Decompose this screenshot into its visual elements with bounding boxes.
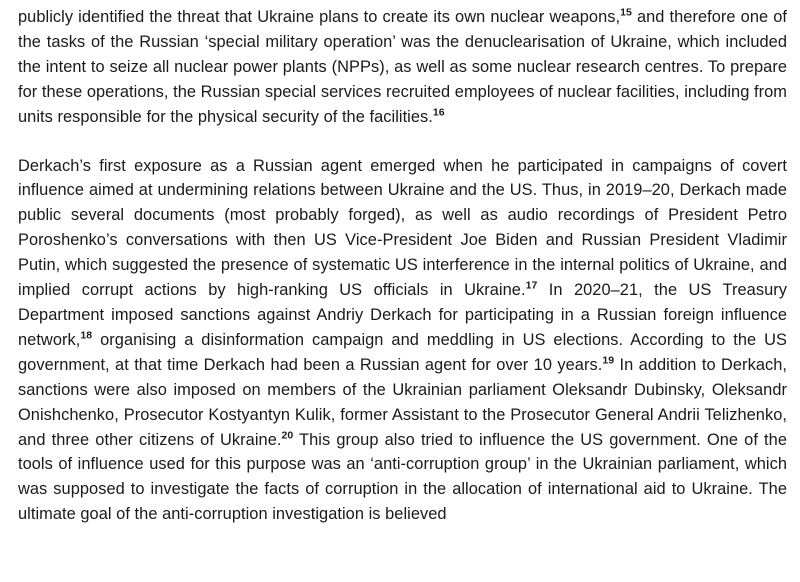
paragraph-text: publicly identified the threat that Ukraine plans to create its own nuclear weapons, [18, 8, 621, 26]
footnote-ref-17[interactable]: 17 [525, 279, 538, 292]
paragraph-derkach-exposure [18, 154, 787, 528]
footnote-ref-18[interactable]: 18 [80, 329, 93, 342]
footnote-ref-20[interactable]: 20 [281, 429, 294, 442]
paragraph-text: organising a disinformation campaign and meddling in US elections. According to the US government, at that time Derkach had been a Russian agent for over 10 years. [18, 330, 787, 374]
footnote-ref-15[interactable]: 15 [620, 6, 632, 19]
paragraph-text: In addition to Derkach, sanctions were also imposed on members of the Ukrainian parliament Oleksandr Dubinsky, Oleksandr Onishchenko, Prosecutor Kostyantyn Kulik, former Assistant to the Prosecutor General Andrii Telizhenko, and three other citizens of Ukraine. [18, 355, 787, 449]
footnote-ref-19[interactable]: 19 [602, 354, 615, 367]
paragraph-text: and therefore one of the tasks of the Russian ‘special military operation’ was the denuclearisation of Ukraine, which included the intent to seize all nuclear power plants (NPPs), as well as some nuclear research centres. To prepare for these operations, the Russian special services recruited employees of nuclear facilities, including from units responsible for the physical security of the facilities. [18, 8, 787, 126]
paragraph-text: This group also tried to influence the US government. One of the tools of influence used for this purpose was an ‘anti-corruption group’ in the Ukrainian parliament, which was supposed to investigate the facts of corruption in the allocation of international aid to Ukraine. The ultimate goal of the anti-corruption investigation is believed [18, 430, 787, 524]
paragraph-text: In 2020–21, the US Treasury Department imposed sanctions against Andriy Derkach for participating in a Russian foreign influence network, [18, 281, 787, 349]
footnote-ref-16[interactable]: 16 [432, 106, 445, 119]
paragraph-text: Derkach’s first exposure as a Russian agent emerged when he participated in campaigns of covert influence aimed at undermining relations between Ukraine and the US. Thus, in 2019–20, Derkach made public several documents (most probably forged), as well as audio recordings of President Petro Poroshenko’s conversations with then US Vice-President Joe Biden and Russian President Vladimir Putin, which suggested the presence of systematic US interference in the internal politics of Ukraine, and implied corrupt actions by high-ranking US officials in Ukraine. [18, 156, 787, 300]
paragraph-nuclear-threat [18, 5, 787, 130]
